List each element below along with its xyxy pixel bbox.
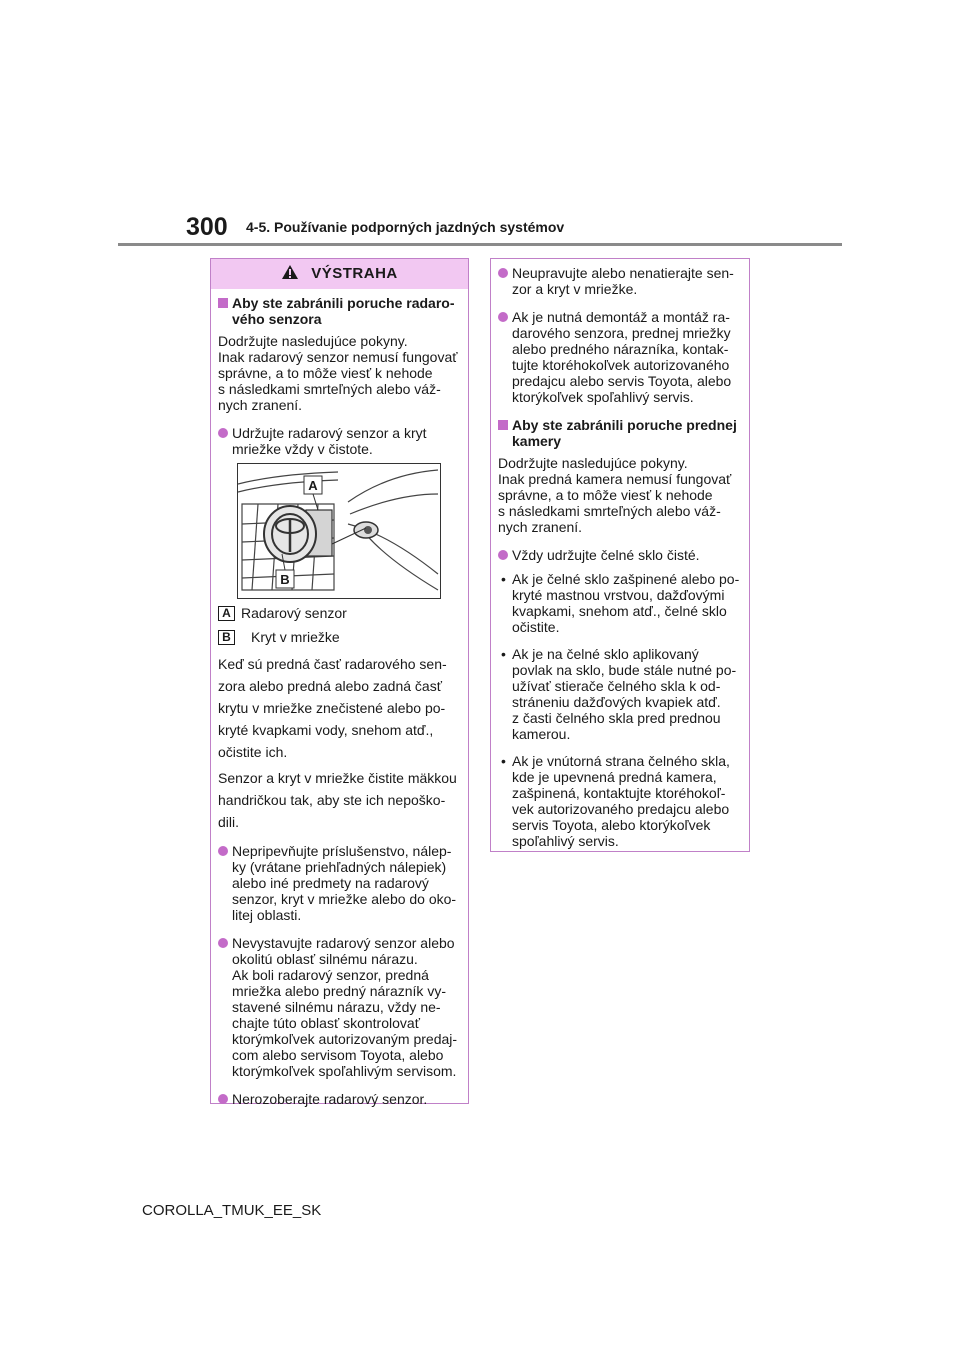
bullet-item bbox=[498, 265, 741, 297]
dash-item bbox=[498, 571, 741, 635]
legend-text: Kryt v mriežke bbox=[251, 629, 340, 645]
round-bullet-icon bbox=[218, 846, 228, 856]
paragraph-cleaning bbox=[218, 653, 460, 763]
text-line: správne, a to môže viesť k nehode bbox=[498, 487, 713, 503]
text-line: stráneniu dažďových kvapiek atď. bbox=[512, 694, 721, 710]
warning-box-left bbox=[210, 258, 469, 1107]
text-line: užívať stierače čelného skla k od- bbox=[512, 678, 721, 694]
text-line: darového senzora, prednej mriežky bbox=[512, 325, 731, 341]
dot-bullet-icon: • bbox=[501, 646, 506, 662]
text-line: vek autorizovaného predajcu alebo bbox=[512, 801, 730, 817]
text-line: ktorýkoľvek spoľahlivý servis. bbox=[512, 389, 694, 405]
text-line: Nerozoberajte radarový senzor. bbox=[232, 1091, 428, 1107]
text-line: spoľahlivý servis. bbox=[512, 833, 619, 849]
paragraph-cloth bbox=[218, 767, 460, 833]
paragraph-instructions bbox=[498, 455, 741, 535]
text-line: povlak na sklo, bude stále nutné po- bbox=[512, 662, 737, 678]
text-line: kamerou. bbox=[512, 726, 571, 742]
text-line: mriežke vždy v čistote. bbox=[232, 441, 373, 457]
warning-box-right bbox=[490, 258, 750, 852]
text-line: Ak je čelné sklo zašpinené alebo po- bbox=[512, 571, 740, 587]
bullet-item bbox=[218, 425, 460, 457]
square-bullet-icon bbox=[218, 298, 228, 308]
callout-a: A bbox=[308, 478, 318, 493]
bullet-item bbox=[218, 1091, 460, 1107]
paragraph-instructions bbox=[218, 333, 460, 413]
round-bullet-icon bbox=[498, 550, 508, 560]
round-bullet-icon bbox=[218, 1094, 228, 1104]
text-line: litej oblasti. bbox=[232, 907, 302, 923]
text-line: handričkou tak, aby ste ich nepoško- bbox=[218, 792, 446, 808]
text-line: ktorýmkoľvek autorizovaným predaj- bbox=[232, 1031, 458, 1047]
text-line: Nepripevňujte príslušenstvo, nálep- bbox=[232, 843, 452, 859]
text-line: nych zranení. bbox=[498, 519, 583, 535]
text-line: kde je upevnená predná kamera, bbox=[512, 769, 717, 785]
text-line: kryté mastnou vrstvou, dažďovými bbox=[512, 587, 725, 603]
text-line: Aby ste zabránili poruche prednej bbox=[512, 417, 737, 433]
radar-sensor-illustration bbox=[237, 463, 441, 599]
text-line: správne, a to môže viesť k nehode bbox=[218, 365, 433, 381]
text-line: Vždy udržujte čelné sklo čisté. bbox=[512, 547, 700, 563]
bullet-item bbox=[218, 935, 460, 1079]
text-line: očistite ich. bbox=[218, 744, 288, 760]
subheading-radar bbox=[218, 295, 460, 327]
text-line: kryté kvapkami vody, snehom atď., bbox=[218, 722, 434, 738]
text-line: kvapkami, snehom atď., čelné sklo bbox=[512, 603, 727, 619]
round-bullet-icon bbox=[498, 312, 508, 322]
text-line: Dodržujte nasledujúce pokyny. bbox=[498, 455, 688, 471]
text-line: Keď sú predná časť radarového sen- bbox=[218, 656, 447, 672]
text-line: nych zranení. bbox=[218, 397, 303, 413]
callout-b: B bbox=[280, 572, 290, 587]
text-line: kamery bbox=[512, 433, 562, 449]
text-line: Udržujte radarový senzor a kryt bbox=[232, 425, 427, 441]
text-line: ktorýmkoľvek spoľahlivým servisom. bbox=[232, 1063, 457, 1079]
text-line: alebo predného nárazníka, kontak- bbox=[512, 341, 729, 357]
dash-item bbox=[498, 646, 741, 742]
header-rule bbox=[118, 243, 842, 246]
legend-row-a bbox=[218, 605, 460, 621]
text-line: očistite. bbox=[512, 619, 560, 635]
text-line: krytu v mriežke znečistené alebo po- bbox=[218, 700, 446, 716]
text-line: Aby ste zabránili poruche radaro- bbox=[232, 295, 455, 311]
text-line: s následkami smrteľných alebo váž- bbox=[218, 381, 441, 397]
text-line: Inak predná kamera nemusí fungovať bbox=[498, 471, 732, 487]
text-line: ky (vrátane priehľadných nálepiek) bbox=[232, 859, 447, 875]
legend-key: A bbox=[218, 606, 235, 621]
bullet-item bbox=[498, 547, 741, 563]
text-line: okolitú oblasť silnému nárazu. bbox=[232, 951, 418, 967]
dot-bullet-icon: • bbox=[501, 571, 506, 587]
text-line: Ak je nutná demontáž a montáž ra- bbox=[512, 309, 730, 325]
text-line: predajcu alebo servis Toyota, alebo bbox=[512, 373, 732, 389]
subheading-camera bbox=[498, 417, 741, 449]
footer-code: COROLLA_TMUK_EE_SK bbox=[142, 1202, 322, 1219]
dash-item bbox=[498, 753, 741, 849]
page-number: 300 bbox=[186, 213, 228, 241]
legend-key: B bbox=[218, 630, 235, 645]
bullet-item bbox=[218, 843, 460, 923]
text-line: chajte túto oblasť skontrolovať bbox=[232, 1015, 420, 1031]
round-bullet-icon bbox=[498, 268, 508, 278]
text-line: Dodržujte nasledujúce pokyny. bbox=[218, 333, 408, 349]
text-line: s následkami smrteľných alebo váž- bbox=[498, 503, 721, 519]
text-line: zora alebo predná alebo zadná časť bbox=[218, 678, 442, 694]
text-line: Neupravujte alebo nenatierajte sen- bbox=[512, 265, 734, 281]
text-line: servis Toyota, alebo ktorýkoľvek bbox=[512, 817, 711, 833]
text-line: Ak je na čelné sklo aplikovaný bbox=[512, 646, 699, 662]
square-bullet-icon bbox=[498, 420, 508, 430]
text-line: Nevystavujte radarový senzor alebo bbox=[232, 935, 455, 951]
text-line: zor a kryt v mriežke. bbox=[512, 281, 638, 297]
text-line: Ak boli radarový senzor, predná bbox=[232, 967, 429, 983]
legend-row-b bbox=[218, 629, 460, 645]
text-line: alebo iné predmety na radarový bbox=[232, 875, 429, 891]
text-line: Inak radarový senzor nemusí fungovať bbox=[218, 349, 458, 365]
text-line: mriežka alebo predný nárazník vy- bbox=[232, 983, 446, 999]
legend-text: Radarový senzor bbox=[241, 605, 347, 621]
text-line: zašpinená, kontaktujte ktoréhokoľ- bbox=[512, 785, 726, 801]
text-line: Senzor a kryt v mriežke čistite mäkkou bbox=[218, 770, 457, 786]
text-line: vého senzora bbox=[232, 311, 322, 327]
dot-bullet-icon: • bbox=[501, 753, 506, 769]
text-line: Ak je vnútorná strana čelného skla, bbox=[512, 753, 730, 769]
section-title: 4-5. Používanie podporných jazdných systémov bbox=[246, 219, 565, 235]
warning-header bbox=[211, 259, 468, 289]
text-line: dili. bbox=[218, 814, 240, 830]
text-line: z časti čelného skla pred prednou bbox=[512, 710, 721, 726]
text-line: com alebo servisom Toyota, alebo bbox=[232, 1047, 444, 1063]
warning-triangle-icon bbox=[281, 264, 299, 284]
round-bullet-icon bbox=[218, 428, 228, 438]
round-bullet-icon bbox=[218, 938, 228, 948]
text-line: stavené silnému nárazu, vždy ne- bbox=[232, 999, 441, 1015]
warning-title: VÝSTRAHA bbox=[311, 265, 398, 282]
text-line: tujte ktoréhokoľvek autorizovaného bbox=[512, 357, 730, 373]
text-line: senzor, kryt v mriežke alebo do oko- bbox=[232, 891, 457, 907]
bullet-item bbox=[498, 309, 741, 405]
